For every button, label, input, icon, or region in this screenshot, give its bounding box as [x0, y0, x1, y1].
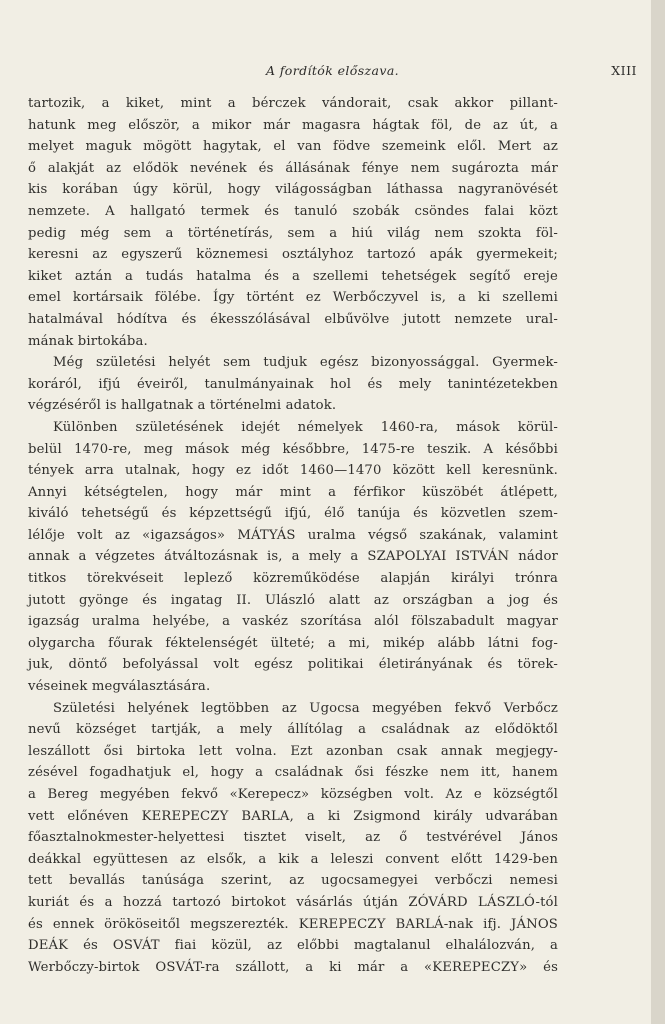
text-line: mának birtokába.	[28, 333, 148, 349]
text-line: juk, döntő befolyással volt egész politikai életirányának és törek-	[28, 657, 558, 673]
text-line: hatunk meg először, a mikor már magasra hágtak föl, de az út, a	[28, 117, 558, 133]
text-line: és ennek örököseitől megszerezték. KEREPECZY BARLÁ-nak ifj. JÁNOS	[28, 916, 558, 932]
body-text	[28, 93, 558, 978]
text-line: tett bevallás tanúsága szerint, az ugocsamegyei verbőczi nemesi	[28, 873, 558, 889]
text-line: hatalmával hódítva és ékesszólásával elbűvölve jutott nemzete ural-	[28, 311, 558, 327]
text-line: lélője volt az «igazságos» MÁTYÁS uralma végső szakának, valamint	[28, 527, 558, 543]
text-line: nevű községet tartják, a mely állítólag a családnak az elődöktől	[28, 722, 558, 738]
text-line: olygarcha főurak féktelenségét ülteté; a mi, mikép alább látni fog-	[28, 635, 558, 651]
text-line: Werbőczy-birtok OSVÁT-ra szállott, a ki már a «KEREPECZY» és	[28, 959, 558, 975]
text-line: Születési helyének legtöbben az Ugocsa megyében fekvő Verbőcz	[53, 700, 558, 716]
running-title: A fordítók előszava.	[265, 63, 400, 78]
text-line: keresni az egyszerű köznemesi osztályhoz tartozó apák gyermekeit;	[28, 247, 558, 263]
text-line: vett előnéven KEREPECZY BARLA, a ki Zsigmond király udvarában	[28, 808, 558, 824]
text-line: emel kortársaik fölébe. Így történt ez Werbőczyvel is, a ki szellemi	[28, 290, 558, 306]
text-line: végzéséről is hallgatnak a történelmi adatok.	[28, 398, 337, 414]
text-line: Még születési helyét sem tudjuk egész bizonyossággal. Gyermek-	[53, 355, 558, 371]
text-line: ő alakját az elődök nevének és állásának fénye nem sugározta már	[28, 160, 558, 176]
text-line: kis korában úgy körül, hogy világosságban láthassa nagyranövését	[28, 182, 558, 198]
text-line: főasztalnokmester-helyettesi tisztet viselt, az ő testvérével János	[28, 830, 558, 846]
text-line: Annyi kétségtelen, hogy már mint a férfikor küszöbét átlépett,	[28, 484, 558, 500]
text-line: nemzete. A hallgató termek és tanuló szobák csöndes falai közt	[28, 203, 558, 219]
text-line: kuriát és a hozzá tartozó birtokot vásárlás útján ZÓVÁRD LÁSZLÓ-tól	[28, 894, 558, 910]
text-line: zésével fogadhatjuk el, hogy a családnak ősi fészke nem itt, hanem	[28, 765, 558, 781]
text-line: DEÁK és OSVÁT fiai közül, az előbbi magtalanul elhalálozván, a	[28, 938, 558, 954]
page-number: XIII	[611, 63, 637, 78]
text-line: jutott gyönge és ingatag II. Ulászló alatt az országban a jog és	[28, 592, 558, 608]
text-line: titkos törekvéseit leplező közreműködése alapján királyi trónra	[28, 571, 558, 587]
text-line: tények arra utalnak, hogy ez időt 1460—1470 között kell keresnünk.	[28, 463, 558, 479]
text-line: kiváló tehetségű és képzettségű ifjú, élő tanúja és közvetlen szem-	[28, 506, 558, 522]
text-line: melyet maguk mögött hagytak, el van födve szemeink elől. Mert az	[28, 139, 558, 155]
text-line: a Bereg megyében fekvő «Kerepecz» községben volt. Az e községtől	[28, 787, 558, 802]
text-line: Különben születésének idejét némelyek 1460-ra, mások körül-	[53, 419, 558, 435]
text-line: deákkal együttesen az elsők, a kik a leleszi convent előtt 1429-ben	[28, 851, 558, 867]
text-line: annak a végzetes átváltozásnak is, a mely a SZAPOLYAI ISTVÁN nádor	[28, 549, 558, 565]
text-line: véseinek megválasztására.	[28, 679, 211, 695]
text-line: koráról, ifjú éveiről, tanulmányainak hol és mely tanintézetekben	[28, 376, 558, 392]
text-line: tartozik, a kiket, mint a bérczek vándorait, csak akkor pillant-	[28, 96, 558, 111]
text-line: kiket aztán a tudás hatalma és a szellemi tehetségek segítő ereje	[28, 268, 558, 284]
page-header	[28, 63, 637, 81]
text-line: igazság uralma helyébe, a vaskéz szorítása alól fölszabadult magyar	[28, 614, 558, 630]
text-line: pedig még sem a történetírás, sem a hiú világ nem szokta föl-	[28, 225, 558, 241]
text-line: belül 1470-re, meg mások még későbbre, 1475-re teszik. A későbbi	[28, 441, 558, 457]
text-line: leszállott ősi birtoka lett volna. Ezt azonban csak annak megjegy-	[28, 743, 558, 759]
